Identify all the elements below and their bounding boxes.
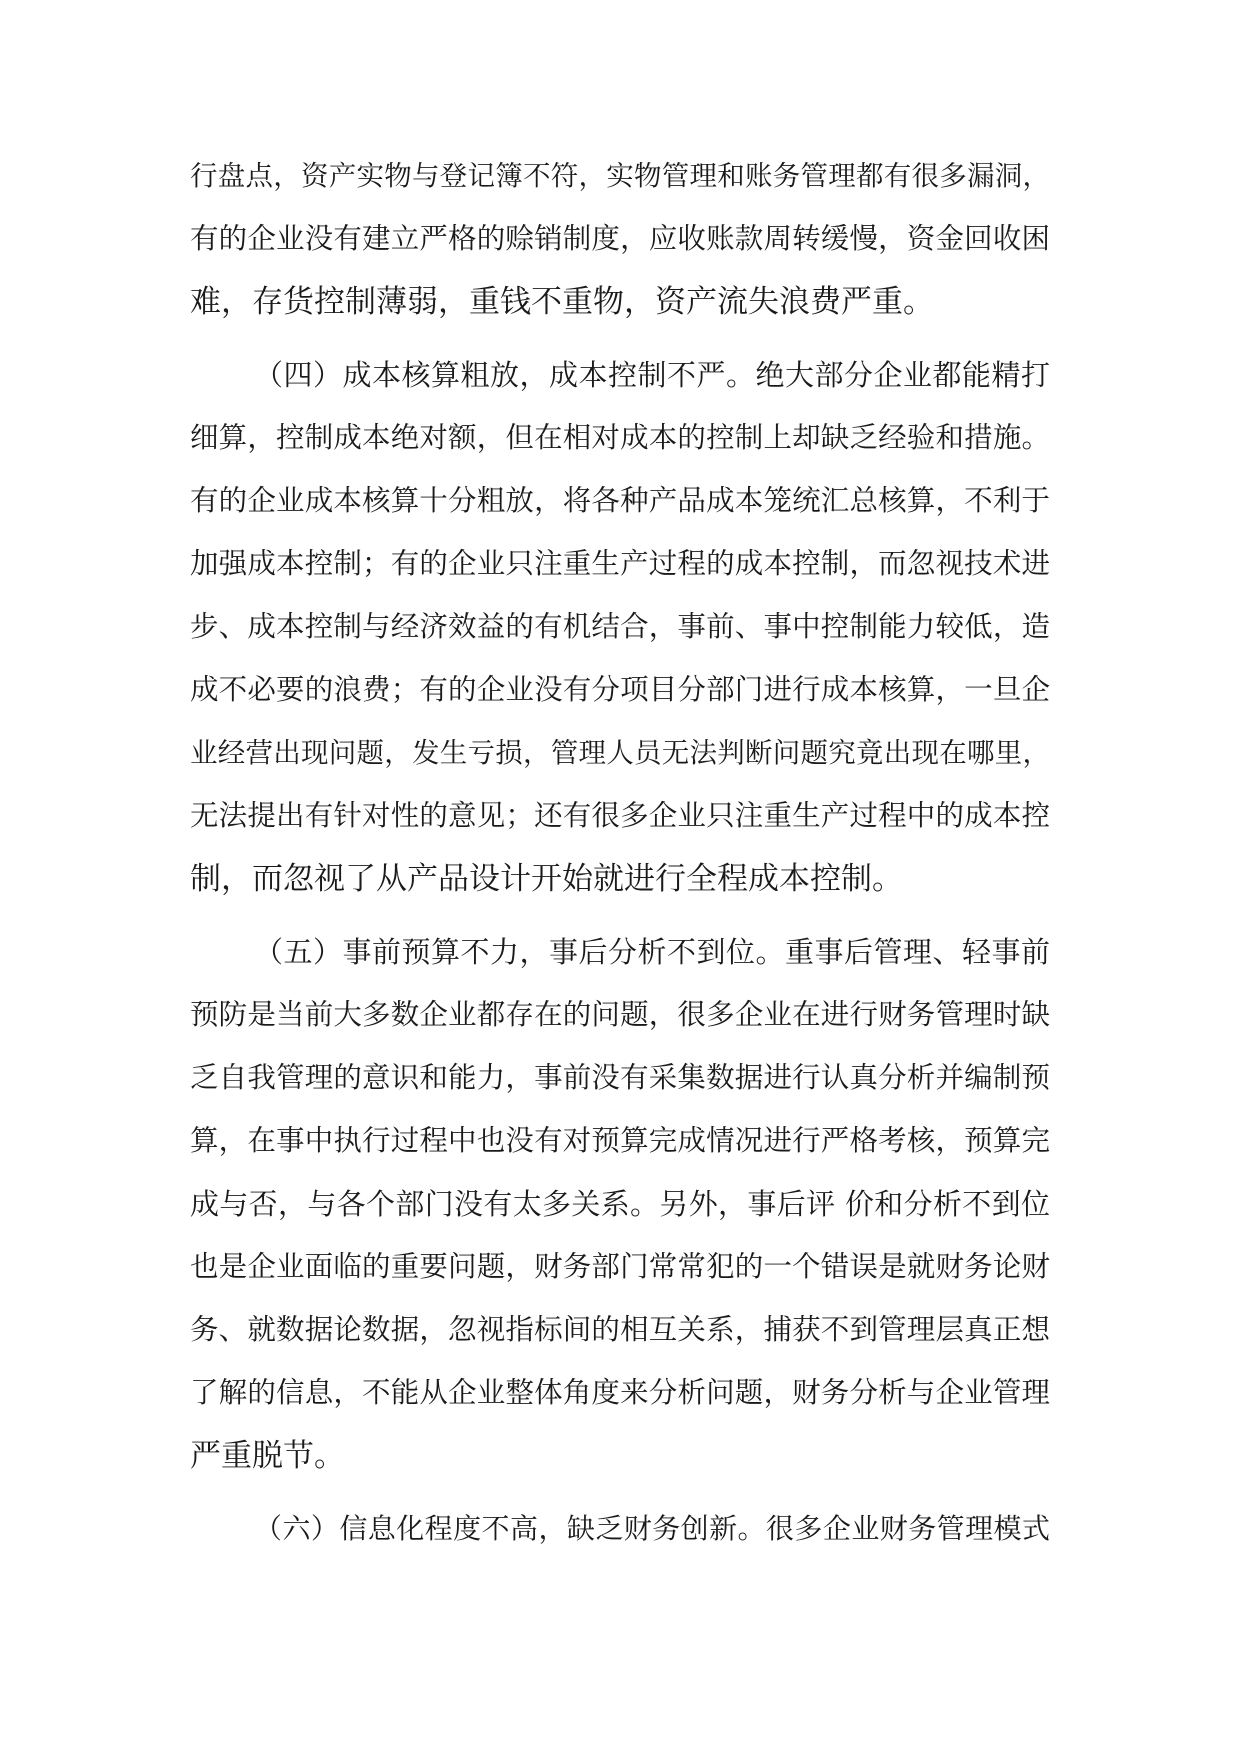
text-line: 加强成本控制；有的企业只注重生产过程的成本控制，而忽视技术进 [190,547,1050,580]
section-heading-line: （五）事前预算不力，事后分析不到位。重事后管理、轻事前 [254,935,1050,969]
text-line: 了解的信息，不能从企业整体角度来分析问题，财务分析与企业管理 [190,1376,1050,1409]
text-line: 务、就数据论数据，忽视指标间的相互关系，捕获不到管理层真正想 [190,1313,1050,1346]
text-line: 制，而忽视了从产品设计开始就进行全程成本控制。 [190,861,903,897]
text-line: 业经营出现问题，发生亏损，管理人员无法判断问题究竟出现在哪里， [190,737,1050,769]
text-line: 行盘点，资产实物与登记簿不符，实物管理和账务管理都有很多漏洞， [190,160,1050,192]
text-line: 严重脱节。 [190,1438,345,1474]
text-line: 成与否，与各个部门没有太多关系。另外，事后评 价和分析不到位 [190,1187,1050,1221]
section-heading-line: （六）信息化程度不高，缺乏财务创新。很多企业财务管理模式 [254,1512,1050,1545]
text-line: 算，在事中执行过程中也没有对预算完成情况进行严格考核，预算完 [190,1124,1050,1157]
section-heading-line: （四）成本核算粗放，成本控制不严。绝大部分企业都能精打 [254,358,1050,392]
text-line: 也是企业面临的重要问题，财务部门常常犯的一个错误是就财务论财 [190,1250,1050,1283]
text-line: 步、成本控制与经济效益的有机结合，事前、事中控制能力较低，造 [190,610,1050,643]
text-line: 乏自我管理的意识和能力，事前没有采集数据进行认真分析并编制预 [190,1061,1050,1094]
text-line: 成不必要的浪费；有的企业没有分项目分部门进行成本核算，一旦企 [190,673,1050,706]
text-line: 难，存货控制薄弱，重钱不重物，资产流失浪费严重。 [190,284,934,320]
text-line: 预防是当前大多数企业都存在的问题，很多企业在进行财务管理时缺 [190,998,1050,1031]
text-line: 有的企业没有建立严格的赊销制度，应收账款周转缓慢，资金回收困 [190,222,1050,255]
text-line: 细算，控制成本绝对额，但在相对成本的控制上却缺乏经验和措施。 [190,421,1050,454]
text-line: 无法提出有针对性的意见；还有很多企业只注重生产过程中的成本控 [190,799,1050,832]
text-line: 有的企业成本核算十分粗放，将各种产品成本笼统汇总核算，不利于 [190,484,1050,517]
